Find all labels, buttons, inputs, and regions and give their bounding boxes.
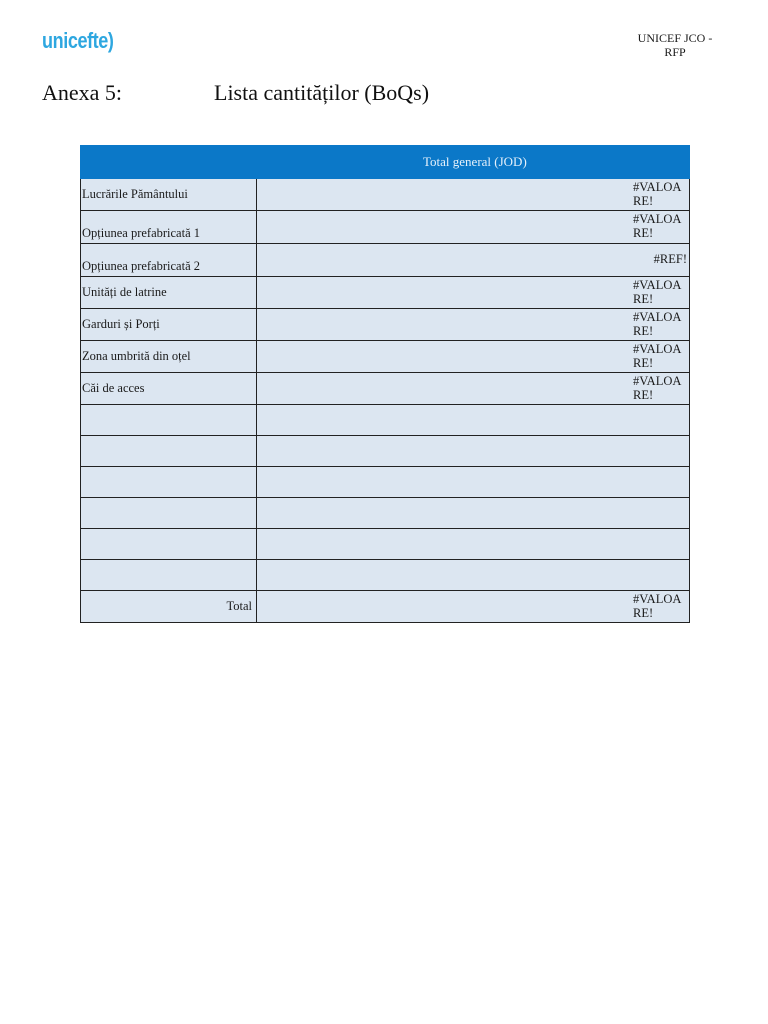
row-value bbox=[257, 373, 690, 405]
total-label: Total bbox=[81, 591, 257, 623]
row-label: Zona umbrită din oțel bbox=[81, 341, 257, 373]
annex-label: Anexa 5: bbox=[42, 80, 123, 105]
empty-cell bbox=[81, 529, 257, 560]
row-label: Unități de latrine bbox=[81, 277, 257, 309]
row-label: Opțiunea prefabricată 2 bbox=[81, 244, 257, 277]
boq-table bbox=[80, 145, 690, 623]
empty-row bbox=[81, 436, 690, 467]
empty-row bbox=[81, 405, 690, 436]
table-header-row bbox=[81, 146, 690, 179]
row-value bbox=[257, 244, 690, 277]
row-label: Garduri și Porți bbox=[81, 309, 257, 341]
table-row bbox=[81, 341, 690, 373]
table-row bbox=[81, 211, 690, 244]
table-row bbox=[81, 179, 690, 211]
table-row bbox=[81, 373, 690, 405]
table-row bbox=[81, 244, 690, 277]
row-label: Căi de acces bbox=[81, 373, 257, 405]
error-value: #VALOARE! bbox=[633, 212, 682, 240]
document-reference: UNICEF JCO - RFP bbox=[637, 31, 713, 59]
error-value: #VALOARE! bbox=[633, 374, 682, 402]
error-value: #VALOARE! bbox=[633, 342, 682, 370]
error-value: #VALOARE! bbox=[633, 180, 682, 208]
empty-cell bbox=[257, 560, 690, 591]
header-total-general: Total general (JOD) bbox=[257, 146, 690, 179]
empty-cell bbox=[81, 498, 257, 529]
error-value: #REF! bbox=[653, 252, 687, 266]
empty-cell bbox=[81, 560, 257, 591]
empty-cell bbox=[257, 467, 690, 498]
total-value-cell bbox=[257, 591, 690, 623]
table-row bbox=[81, 309, 690, 341]
row-value bbox=[257, 277, 690, 309]
empty-cell bbox=[81, 436, 257, 467]
empty-cell bbox=[257, 436, 690, 467]
annex-title: Lista cantităților (BoQs) bbox=[214, 80, 430, 105]
empty-row bbox=[81, 498, 690, 529]
empty-row bbox=[81, 467, 690, 498]
table-row bbox=[81, 277, 690, 309]
row-label: Lucrările Pământului bbox=[81, 179, 257, 211]
row-value bbox=[257, 309, 690, 341]
empty-row bbox=[81, 560, 690, 591]
empty-cell bbox=[257, 529, 690, 560]
unicef-logo: unicefte) bbox=[42, 28, 114, 53]
total-value: #VALOARE! bbox=[633, 592, 682, 620]
row-label: Opțiunea prefabricată 1 bbox=[81, 211, 257, 244]
error-value: #VALOARE! bbox=[633, 278, 682, 306]
total-row bbox=[81, 591, 690, 623]
empty-cell bbox=[81, 467, 257, 498]
empty-row bbox=[81, 529, 690, 560]
row-value bbox=[257, 211, 690, 244]
header-empty-cell bbox=[81, 146, 257, 179]
empty-cell bbox=[257, 498, 690, 529]
row-value bbox=[257, 341, 690, 373]
empty-cell bbox=[81, 405, 257, 436]
row-value bbox=[257, 179, 690, 211]
empty-cell bbox=[257, 405, 690, 436]
error-value: #VALOARE! bbox=[633, 310, 682, 338]
